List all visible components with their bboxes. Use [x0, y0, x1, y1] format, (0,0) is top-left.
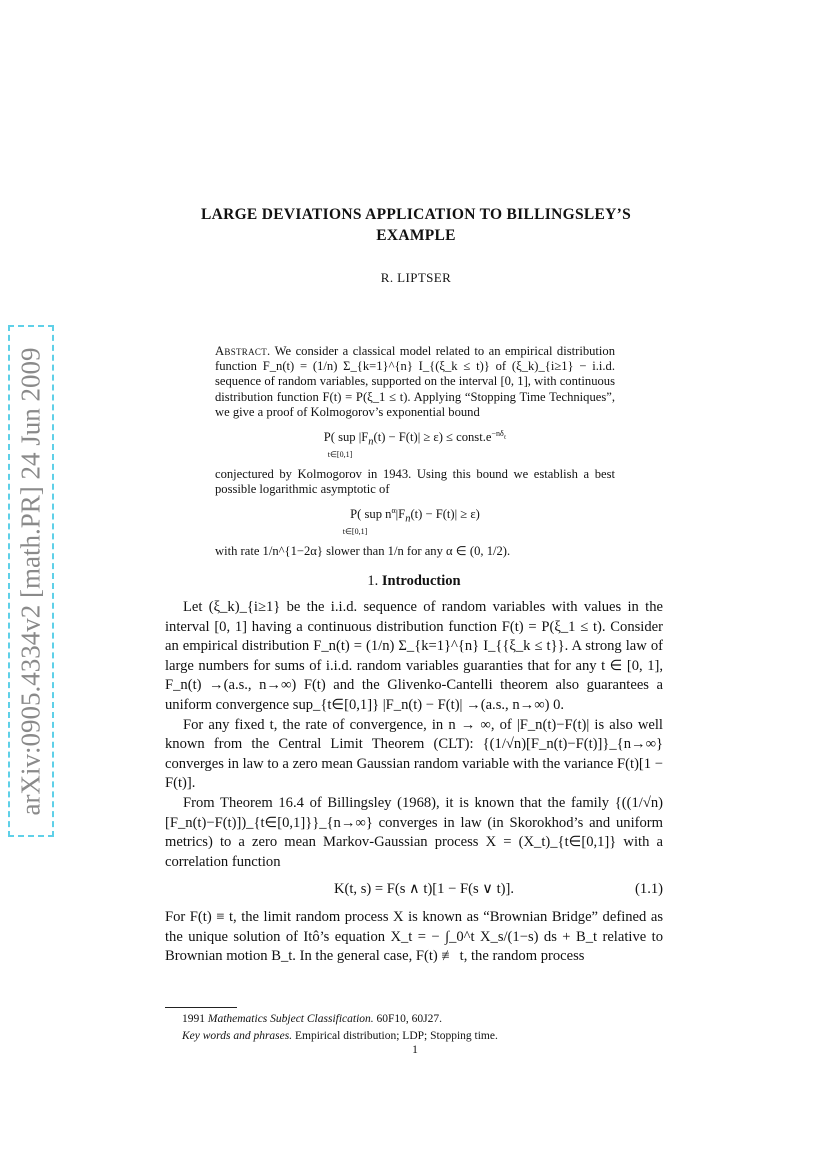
abstract-eq1-sub: t∈[0,1] — [327, 449, 353, 459]
footnote-keywords-label: Key words and phrases. — [182, 1030, 293, 1042]
page-number: 1 — [412, 1044, 418, 1056]
footnote-keywords — [182, 1028, 652, 1045]
arxiv-identifier-text: arXiv:0905.4334v2 [math.PR] 24 Jun 2009 — [15, 347, 46, 815]
abstract-equation-2: P( sup $n^\alpha|F_n(t) - F(t)| \ge \varepsilon$) t∈[0,1] — [215, 503, 615, 536]
footnote-rule — [165, 1007, 237, 1008]
abstract-eq2-right: |F — [395, 507, 406, 522]
abstract-paragraph-3: with rate 1/n^{1−2α} slower than 1/n for any α ∈ (0, 1/2). — [215, 544, 511, 559]
body-paragraph-2: For any fixed t, the rate of convergence, in n → ∞, of |F_n(t)−F(t)| is also well known from the Central Limit Theorem (CLT): {(1/√n)[F_n(t)−F(t)]}_{n→∞} converges in law to a zero mean Gaussian random variable with the variance F(t)[1 − F(t)]. — [165, 716, 663, 792]
paper-author: R. LIPTSER — [380, 270, 452, 285]
paper-title-line-2: EXAMPLE — [376, 227, 456, 244]
body-paragraph-1: Let (ξ_k)_{i≥1} be the i.i.d. sequence of random variables with values in the interval [0, 1] having a continuous distribution function F(t) = P(ξ_1 ≤ t). Consider an empirical distribution F_n(t) = (1/n) Σ_{k=1}^{n} I_{{ξ_k ≤ t}}. A strong law of large numbers for sums of i.i.d. random variables guaranties that for any t ∈ [0, 1], F_n(t) →(a.s., n→∞) F(t) and the Glivenko-Cantelli theorem also guarantees a uniform convergence sup_{t∈[0,1]} |F_n(t) − F(t)| →(a.s., n→∞) 0. — [165, 599, 663, 713]
abstract-eq2-sub: t∈[0,1] — [342, 527, 368, 537]
equation-1-1-number: (1.1) — [635, 881, 663, 898]
abstract-paragraph-1 — [215, 344, 615, 420]
abstract-text-1: We consider a classical model related to an empirical distribution function F_n(t) = (1/n) Σ_{k=1}^{n} I_{(ξ_k ≤ t)} of (ξ_k)_{i≥1} − i.i.d. sequence of random variables, supported on the interval [0, 1], with continuous distribution function F(t) = P(ξ_1 ≤ t). Applying “Stopping Time Techniques”, we give a proof of Kolmogorov’s exponential bound — [215, 344, 616, 419]
footnotes — [182, 1011, 652, 1045]
abstract-eq1-exp: −nδ — [491, 429, 504, 439]
body-paragraph-4: For F(t) ≡ t, the limit random process X is known as “Brownian Bridge” defined as the unique solution of Itô’s equation X_t = − ∫_0^t X_s/(1−s) ds + B_t relative to Brownian motion B_t. In the general case, F(t) ≢ t, the random process — [165, 908, 663, 965]
abstract-paragraph-2: conjectured by Kolmogorov in 1943. Using this bound we establish a best possible logarithmic asymptotic of — [215, 466, 615, 497]
paper-title — [160, 204, 672, 246]
abstract-eq2-tail: (t) − F(t)| ≥ ε) — [410, 507, 480, 522]
footnote-msc — [182, 1011, 652, 1028]
equation-1-1 — [165, 880, 663, 900]
section-heading — [165, 573, 663, 590]
section-number: 1. — [367, 573, 379, 589]
abstract-label: Abstract. — [215, 344, 271, 358]
equation-1-1-body: K(t, s) = F(s ∧ t)[1 − F(s ∨ t)]. — [333, 881, 515, 898]
body-text — [165, 598, 663, 967]
abstract-equation-1: P( sup $|F_n(t) - F(t)| \ge \varepsilon$) ≤ $const.e^{-n\delta_\varepsilon}$ t∈[0,1] — [215, 426, 615, 459]
footnote-msc-year: 1991 — [182, 1013, 205, 1025]
section-title: Introduction — [381, 573, 461, 589]
paper-title-line-1: LARGE DEVIATIONS APPLICATION TO BILLINGSLEY’S — [200, 206, 632, 223]
abstract-block — [215, 344, 615, 559]
footnote-keywords-text: Empirical distribution; LDP; Stopping time. — [294, 1030, 498, 1042]
abstract-eq1-right: (t) − F(t)| ≥ ε) ≤ const.e — [373, 430, 492, 445]
abstract-eq2-left: P( sup n — [350, 507, 392, 522]
footnote-msc-label: Mathematics Subject Classification. — [207, 1013, 374, 1025]
abstract-eq1-left: P( sup |F — [323, 430, 369, 445]
footnote-msc-codes: 60F10, 60J27. — [376, 1013, 443, 1025]
body-paragraph-3: From Theorem 16.4 of Billingsley (1968), it is known that the family {((1/√n)[F_n(t)−F(t)])_{t∈[0,1]}}_{n→∞} converges in law (in Skorokhod’s and uniform metrics) to a zero mean Markov-Gaussian process X = (X_t)_{t∈[0,1]} with a correlation function — [165, 794, 663, 870]
